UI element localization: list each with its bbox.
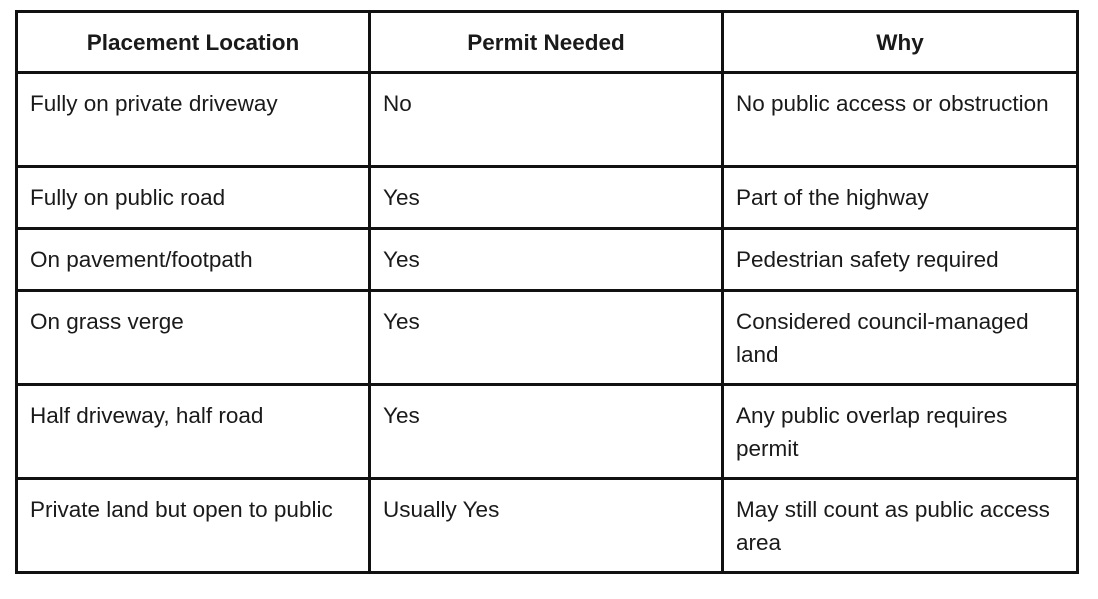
cell-permit: Yes [370, 167, 723, 229]
cell-permit: Usually Yes [370, 479, 723, 573]
table-row [17, 385, 1078, 479]
cell-permit: Yes [370, 291, 723, 385]
cell-location: Private land but open to public [17, 479, 370, 573]
cell-location: On grass verge [17, 291, 370, 385]
table-row [17, 291, 1078, 385]
cell-location: On pavement/footpath [17, 229, 370, 291]
cell-why: Considered council-managed land [723, 291, 1078, 385]
cell-why: Any public overlap requires permit [723, 385, 1078, 479]
table-row [17, 167, 1078, 229]
column-header-placement-location: Placement Location [17, 12, 370, 73]
table-row [17, 479, 1078, 573]
table-header-row [17, 12, 1078, 73]
cell-location: Fully on private driveway [17, 73, 370, 167]
table-row [17, 73, 1078, 167]
cell-why: May still count as public access area [723, 479, 1078, 573]
permit-table [15, 10, 1079, 574]
permit-table-container [15, 10, 1076, 574]
cell-permit: Yes [370, 229, 723, 291]
column-header-why: Why [723, 12, 1078, 73]
cell-permit: No [370, 73, 723, 167]
cell-location: Fully on public road [17, 167, 370, 229]
cell-location: Half driveway, half road [17, 385, 370, 479]
table-row [17, 229, 1078, 291]
cell-why: Part of the highway [723, 167, 1078, 229]
column-header-permit-needed: Permit Needed [370, 12, 723, 73]
cell-permit: Yes [370, 385, 723, 479]
cell-why: No public access or obstruction [723, 73, 1078, 167]
cell-why: Pedestrian safety required [723, 229, 1078, 291]
